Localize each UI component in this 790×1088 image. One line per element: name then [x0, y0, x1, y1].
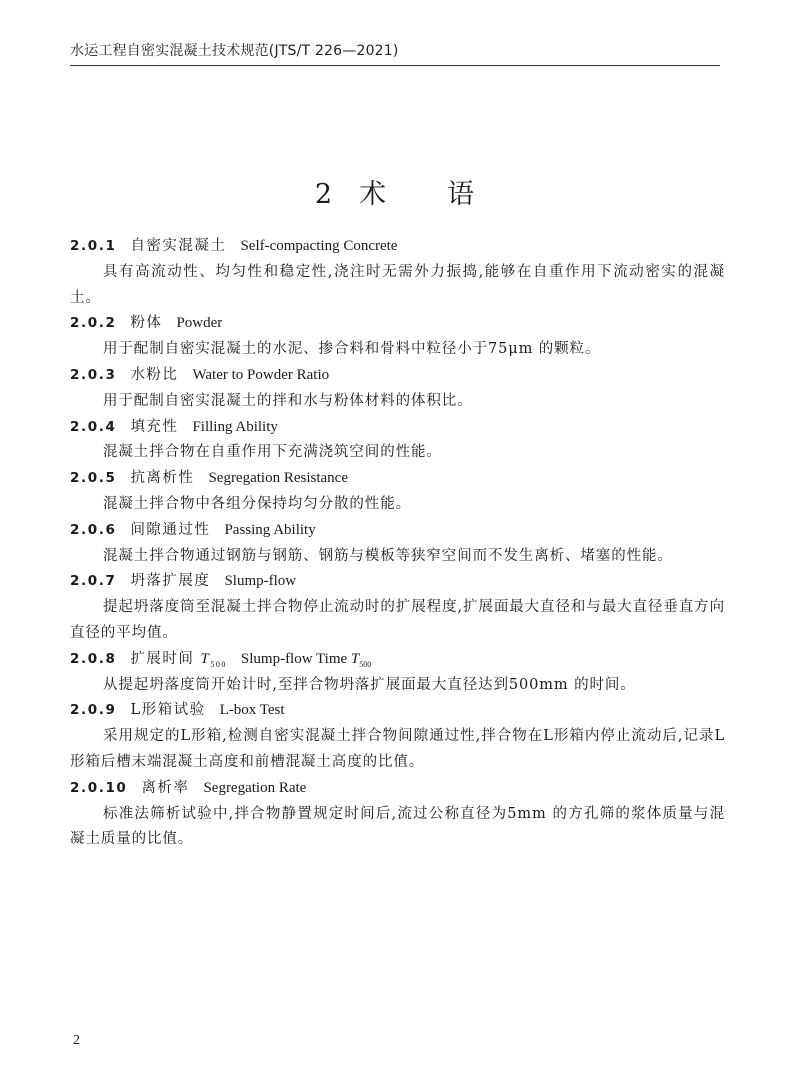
term-symbol: T	[200, 650, 211, 667]
term-heading	[70, 234, 725, 260]
term-entry	[70, 569, 725, 646]
term-entry	[70, 776, 725, 853]
term-chinese: 抗离析性	[130, 470, 195, 487]
term-number: 2.0.10	[70, 779, 128, 796]
term-number: 2.0.6	[70, 521, 117, 538]
page-number: 2	[73, 1033, 80, 1048]
term-entry	[70, 466, 725, 518]
term-number: 2.0.3	[70, 366, 117, 383]
term-definition: 用于配制自密实混凝土的水泥、掺合料和骨料中粒径小于75μm 的颗粒。	[103, 341, 601, 358]
term-heading	[70, 466, 725, 492]
term-english: Segregation Rate	[203, 779, 307, 796]
term-symbol-subscript: 500	[210, 659, 227, 669]
term-english: Water to Powder Ratio	[192, 366, 330, 383]
running-header: 水运工程自密实混凝土技术规范(JTS/T 226—2021)	[70, 43, 399, 59]
chapter-title	[0, 172, 790, 211]
term-entry	[70, 518, 725, 570]
term-entry	[70, 647, 725, 699]
term-number: 2.0.8	[70, 650, 117, 667]
term-english: Powder	[176, 315, 223, 332]
chapter-title-part-1: 术	[359, 179, 388, 210]
term-symbol: T	[350, 650, 360, 667]
chapter-number: 2	[314, 179, 334, 210]
term-chinese: 坍落扩展度	[130, 573, 211, 590]
term-definition: 提起坍落度筒至混凝土拌合物停止流动时的扩展程度,扩展面最大直径和与最大直径垂直方向直径的平均值。	[70, 599, 725, 641]
term-definition: 具有高流动性、均匀性和稳定性,浇注时无需外力振捣,能够在自重作用下流动密实的混凝土。	[70, 263, 725, 306]
term-heading	[70, 698, 725, 724]
term-symbol-subscript: 500	[359, 659, 372, 669]
term-heading	[70, 569, 725, 595]
term-definition: 混凝土拌合物在自重作用下充满浇筑空间的性能。	[103, 444, 442, 461]
term-definition: 标准法筛析试验中,拌合物静置规定时间后,流过公称直径为5mm 的方孔筛的浆体质量与混凝土质量的比值。	[70, 805, 725, 848]
term-english: Passing Ability	[224, 521, 316, 538]
term-chinese: 水粉比	[130, 366, 179, 383]
term-entry	[70, 415, 725, 467]
term-number: 2.0.7	[70, 573, 117, 590]
term-english: Segregation Resistance	[208, 470, 348, 487]
term-entry	[70, 363, 725, 415]
term-heading	[70, 363, 725, 389]
term-definition: 从提起坍落度筒开始计时,至拌合物坍落扩展面最大直径达到500mm 的时间。	[103, 676, 636, 693]
term-number: 2.0.2	[70, 315, 117, 332]
term-number: 2.0.1	[70, 238, 117, 254]
term-english: L-box Test	[219, 702, 285, 719]
page-header	[70, 36, 720, 66]
terms-list	[70, 234, 725, 853]
term-chinese: 离析率	[141, 779, 190, 796]
term-definition: 混凝土拌合物通过钢筋与钢筋、钢筋与模板等狭窄空间而不发生离析、堵塞的性能。	[103, 547, 673, 564]
term-entry	[70, 234, 725, 311]
term-heading	[70, 415, 725, 441]
term-chinese-text: 扩展时间	[130, 650, 195, 667]
term-definition: 混凝土拌合物中各组分保持均匀分散的性能。	[103, 495, 411, 512]
term-entry	[70, 698, 725, 775]
term-definition: 采用规定的L形箱,检测自密实混凝土拌合物间隙通过性,拌合物在L形箱内停止流动后,记录L形箱后槽末端混凝土高度和前槽混凝土高度的比值。	[70, 728, 725, 770]
term-chinese: 粉体	[130, 315, 163, 332]
term-definition: 用于配制自密实混凝土的拌和水与粉体材料的体积比。	[103, 392, 473, 409]
term-chinese: L形箱试验	[130, 702, 206, 719]
term-number: 2.0.5	[70, 470, 117, 487]
term-chinese: 自密实混凝土	[130, 238, 227, 254]
term-english: Self-compacting Concrete	[240, 238, 398, 254]
term-heading	[70, 776, 725, 802]
term-chinese: 填充性	[130, 418, 179, 435]
term-number: 2.0.4	[70, 418, 117, 435]
term-entry	[70, 311, 725, 363]
header-divider	[70, 65, 720, 66]
term-heading	[70, 647, 725, 673]
term-english: Slump-flow	[224, 573, 297, 590]
term-chinese: 间隙通过性	[130, 521, 211, 538]
term-english: Filling Ability	[192, 418, 278, 435]
term-heading	[70, 311, 725, 337]
chapter-title-part-2: 语	[447, 179, 476, 210]
term-number: 2.0.9	[70, 702, 117, 719]
term-english-text: Slump-flow Time	[240, 650, 348, 667]
term-heading	[70, 518, 725, 544]
